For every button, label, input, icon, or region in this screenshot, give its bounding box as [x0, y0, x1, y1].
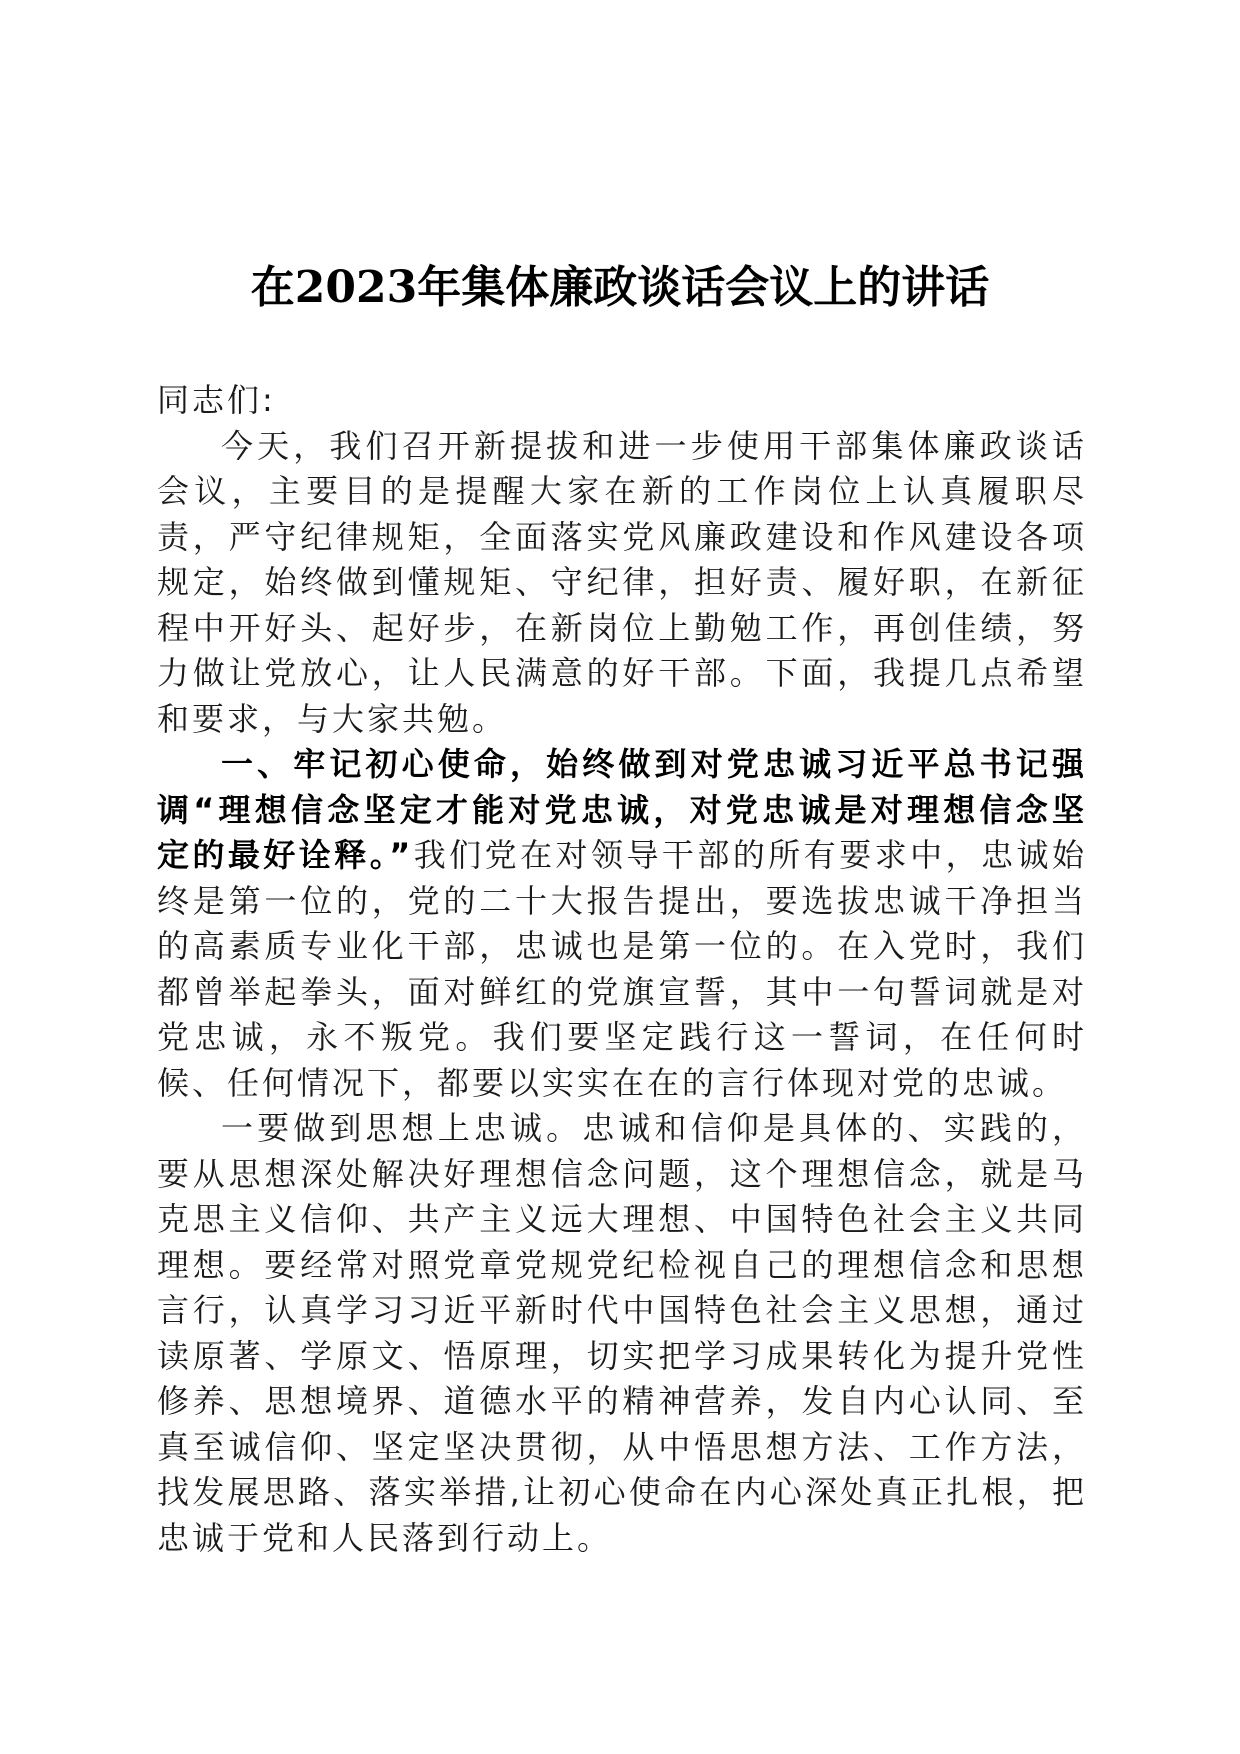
paragraph-loyalty-thought: [157, 1106, 1087, 1561]
paragraph-intro: [157, 424, 1087, 743]
salutation: 同志们:: [157, 381, 276, 419]
section-heading: 一、牢记初心使命，始终做到对党忠诚习近平总书记强调“理想信念坚定才能对党忠诚，对党忠诚是对理想信念坚定的最好诠释。”: [157, 745, 1087, 874]
document-body: [157, 378, 1087, 1561]
paragraph-text: 我们党在对领导干部的所有要求中，忠诚始终是第一位的，党的二十大报告提出，要选拔忠诚干净担当的高素质专业化干部，忠诚也是第一位的。在入党时，我们都曾举起拳头，面对鲜红的党旗宣誓，其中一句誓词就是对党忠诚，永不叛党。我们要坚定践行这一誓词，在任何时候、任何情况下，都要以实实在在的言行体现对党的忠诚。: [157, 836, 1087, 1102]
document-title: 在2023年集体廉政谈话会议上的讲话: [250, 262, 990, 313]
paragraph-text: 一要做到思想上忠诚。忠诚和信仰是具体的、实践的，要从思想深处解决好理想信念问题，这个理想信念，就是马克思主义信仰、共产主义远大理想、中国特色社会主义共同理想。要经常对照党章党规党纪检视自己的理想信念和思想言行，认真学习习近平新时代中国特色社会主义思想，通过读原著、学原文、悟原理，切实把学习成果转化为提升党性修养、思想境界、道德水平的精神营养，发自内心认同、至真至诚信仰、坚定坚决贯彻，从中悟思想方法、工作方法，找发展思路、落实举措,让初心使命在内心深处真正扎根，把忠诚于党和人民落到行动上。: [157, 1109, 1087, 1557]
paragraph-section-one: [157, 742, 1087, 1106]
paragraph-text: 今天，我们召开新提拔和进一步使用干部集体廉政谈话会议，主要目的是提醒大家在新的工作岗位上认真履职尽责，严守纪律规矩，全面落实党风廉政建设和作风建设各项规定，始终做到懂规矩、守纪律，担好责、履好职，在新征程中开好头、起好步，在新岗位上勤勉工作，再创佳绩，努力做让党放心，让人民满意的好干部。下面，我提几点希望和要求，与大家共勉。: [157, 426, 1087, 738]
